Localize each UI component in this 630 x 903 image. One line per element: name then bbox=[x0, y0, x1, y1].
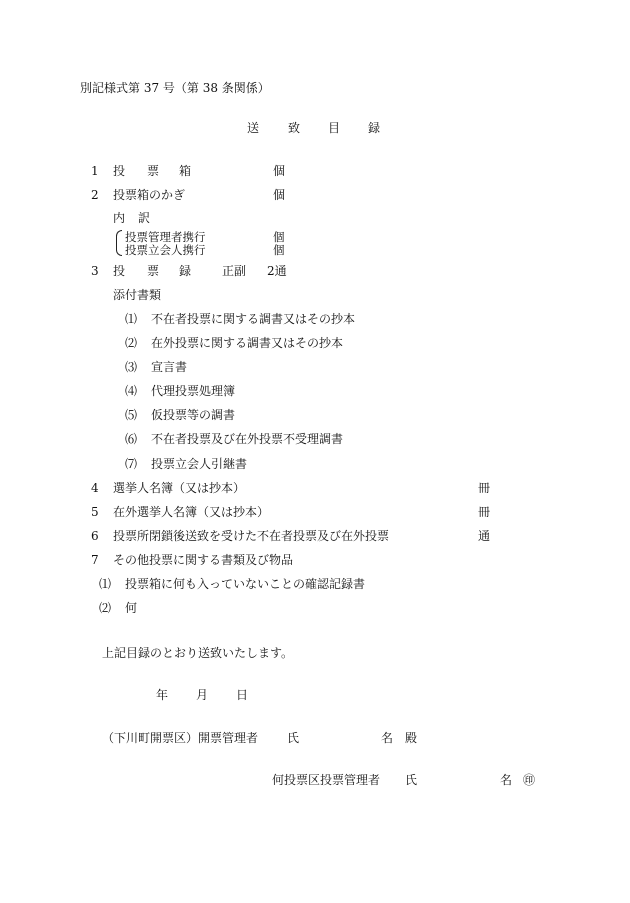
attachment-6-text: 不在者投票及び在外投票不受理調書 bbox=[151, 432, 344, 446]
item2-unit: 個 bbox=[273, 188, 286, 202]
attachments-heading: 添付書類 bbox=[113, 288, 162, 302]
title-char-1: 送 bbox=[247, 121, 260, 135]
attachment-2-number: ⑵ bbox=[125, 336, 138, 350]
item4-number: 4 bbox=[91, 481, 99, 495]
item7-sub-1-text: 投票箱に何も入っていないことの確認記録書 bbox=[125, 577, 366, 591]
title-char-3: 目 bbox=[328, 121, 341, 135]
addressee-honorific: 殿 bbox=[405, 731, 418, 745]
title-char-4: 録 bbox=[368, 121, 381, 135]
attachment-4-text: 代理投票処理簿 bbox=[151, 384, 236, 398]
addressee-mei: 名 bbox=[381, 731, 394, 745]
attachment-4-number: ⑷ bbox=[125, 384, 138, 398]
attachment-1-number: ⑴ bbox=[125, 312, 138, 326]
item7-label: その他投票に関する書類及び物品 bbox=[113, 553, 294, 567]
date-year: 年 bbox=[156, 688, 169, 702]
item5-number: 5 bbox=[91, 505, 99, 519]
seal-mark: ㊞ bbox=[523, 773, 536, 787]
item1-number: 1 bbox=[91, 164, 99, 178]
breakdown-label-char-2: 訳 bbox=[138, 211, 151, 225]
attachment-3-text: 宣言書 bbox=[151, 360, 188, 374]
sender-org: 何投票区投票管理者 bbox=[272, 773, 381, 787]
sender-mei: 名 bbox=[500, 773, 513, 787]
item6-number: 6 bbox=[91, 529, 99, 543]
date-month: 月 bbox=[196, 688, 209, 702]
attachment-1-text: 不在者投票に関する調書又はその抄本 bbox=[151, 312, 356, 326]
item1-label-char-1: 投 bbox=[113, 164, 126, 178]
item2-number: 2 bbox=[91, 188, 99, 202]
breakdown-row-2-label: 投票立会人携行 bbox=[125, 243, 206, 257]
attachment-6-number: ⑹ bbox=[125, 432, 138, 446]
breakdown-label-char-1: 内 bbox=[113, 211, 126, 225]
item3-label-char-2: 票 bbox=[147, 264, 160, 278]
item5-label: 在外選挙人名簿（又は抄本） bbox=[113, 505, 270, 519]
item7-sub-2-number: ⑵ bbox=[99, 601, 112, 615]
breakdown-row-1-label: 投票管理者携行 bbox=[125, 230, 206, 244]
attachment-7-number: ⑺ bbox=[125, 457, 138, 471]
attachment-5-number: ⑸ bbox=[125, 408, 138, 422]
attachment-7-text: 投票立会人引継書 bbox=[151, 457, 248, 471]
item6-label: 投票所閉鎖後送致を受けた不在者投票及び在外投票 bbox=[113, 529, 390, 543]
statement: 上記目録のとおり送致いたします。 bbox=[102, 646, 294, 660]
item4-unit: 冊 bbox=[478, 481, 491, 495]
item4-label: 選挙人名簿（又は抄本） bbox=[113, 481, 246, 495]
addressee-org: （下川町開票区）開票管理者 bbox=[102, 731, 259, 745]
attachment-2-text: 在外投票に関する調書又はその抄本 bbox=[151, 336, 344, 350]
item3-count: 2通 bbox=[267, 264, 287, 278]
breakdown-row-1-unit: 個 bbox=[273, 230, 285, 244]
item3-label-char-3: 録 bbox=[179, 264, 192, 278]
item7-sub-1-number: ⑴ bbox=[99, 577, 112, 591]
sender-shi: 氏 bbox=[405, 773, 418, 787]
attachment-3-number: ⑶ bbox=[125, 360, 138, 374]
item5-unit: 冊 bbox=[478, 505, 491, 519]
breakdown-bracket bbox=[116, 230, 122, 256]
form-number-header: 別記様式第 37 号（第 38 条関係） bbox=[80, 81, 270, 95]
item1-label-char-2: 票 bbox=[147, 164, 160, 178]
item3-number: 3 bbox=[91, 264, 99, 278]
item7-sub-2-text: 何 bbox=[125, 601, 138, 615]
attachment-5-text: 仮投票等の調書 bbox=[151, 408, 236, 422]
title-char-2: 致 bbox=[288, 121, 301, 135]
breakdown-row-2-unit: 個 bbox=[273, 243, 285, 257]
item3-label-char-1: 投 bbox=[113, 264, 126, 278]
item7-number: 7 bbox=[91, 553, 99, 567]
item1-unit: 個 bbox=[273, 164, 286, 178]
date-day: 日 bbox=[236, 688, 249, 702]
item3-copies: 正副 bbox=[222, 264, 247, 278]
addressee-shi: 氏 bbox=[287, 731, 300, 745]
item1-label-char-3: 箱 bbox=[179, 164, 192, 178]
item2-label: 投票箱のかぎ bbox=[113, 188, 186, 202]
item6-unit: 通 bbox=[478, 529, 491, 543]
